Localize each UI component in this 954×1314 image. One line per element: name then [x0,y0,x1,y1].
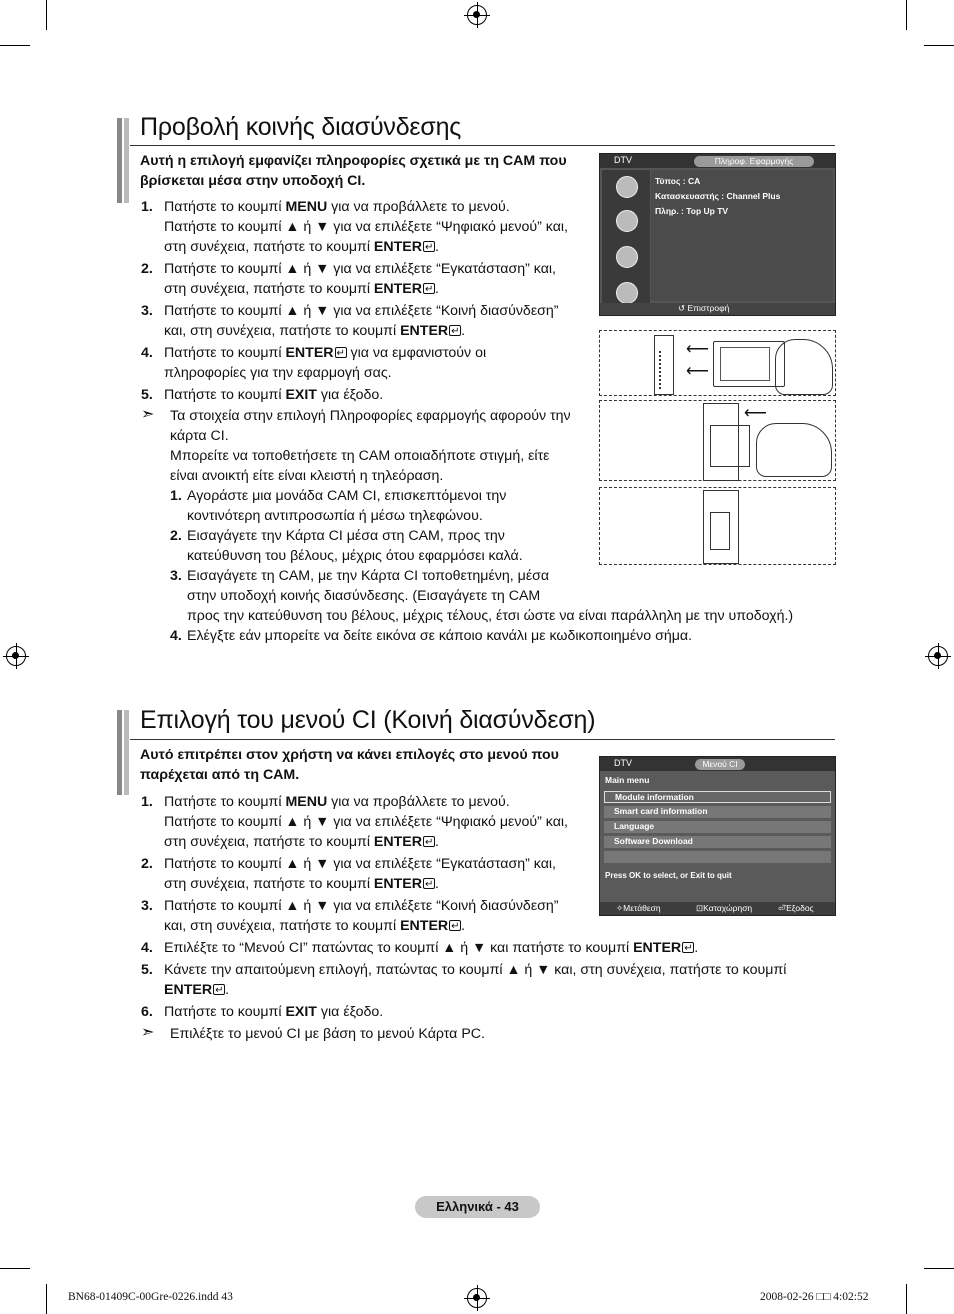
step-text: Εισαγάγετε την Κάρτα CI μέσα στη CAM, προς την [187,528,505,544]
step-number: 5. [141,387,153,403]
enter-icon [449,325,461,336]
section-intro: Αυτό επιτρέπει στον χρήστη να κάνει επιλογές στο μενού που [140,747,559,763]
step-text: και, στη συνέχεια, πατήστε το κουμπί ENTER↵ . [164,916,465,936]
return-icon: ↺ [678,303,688,313]
step-text: Πατήστε το κουμπί ENTER↵ για να εμφανιστούν οι [164,343,486,363]
enter-icon [423,836,435,847]
registration-mark-icon [928,646,948,666]
note-line: Μπορείτε να τοποθετήσετε τη CAM οποιαδήποτε στιγμή, είτε [170,448,550,464]
note-arrow-icon: ➣ [141,1024,155,1041]
osd-header: Πληροφ. Εφαρμογής [694,156,814,167]
step-number: 4. [170,628,182,644]
step-text: Κάνετε την απαιτούμενη επιλογή, πατώντας το κουμπί ▲ ή ▼ και, στη συνέχεια, πατήστε το κουμπί [164,962,787,978]
step-number: 6. [141,1004,153,1020]
step-text: Ελέγξτε εάν μπορείτε να δείτε εικόνα σε κάποιο κανάλι με κωδικοποιημένο σήμα. [187,628,693,644]
step-number: 1. [141,199,153,215]
step-text: Πατήστε το κουμπί MENU για να προβάλλετε το μενού. [164,794,510,810]
setup-icon [616,246,638,268]
enter-icon [423,241,435,252]
step-number: 4. [141,345,153,361]
section-intro: παρέχεται από τη CAM. [140,767,300,783]
step-text: Πατήστε το κουμπί ▲ ή ▼ για να επιλέξετε “Ψηφιακό μενού” και, [164,219,568,235]
note-arrow-icon: ➣ [141,406,155,423]
section-marker [117,710,122,795]
enter-icon [449,920,461,931]
section-marker [117,118,122,203]
step-text: Εισαγάγετε τη CAM, με την Κάρτα CI τοποθετημένη, μέσα [187,568,550,584]
arrow-left-icon: ⟵ [686,341,709,358]
step-number: 1. [141,794,153,810]
note-line: Τα στοιχεία στην επιλογή Πληροφορίες εφαρμογής αφορούν την [170,408,571,424]
crop-mark [0,1268,30,1269]
arrow-left-icon: ⟵ [744,405,767,422]
file-name: BN68-01409C-00Gre-0226.indd 43 [68,1291,233,1303]
enter-icon [682,942,694,953]
step-text: ENTER↵ . [164,980,229,1000]
enter-icon: ⊡ [696,903,704,913]
step-text: στην υποδοχή κοινής διασύνδεσης. (Εισαγάγετε τη CAM [187,588,541,604]
step-text: πληροφορίες για την εφαρμογή σας. [164,365,392,381]
step-text: προς την κατεύθυνση του βέλους, μέχρις τέλους, έτσι ώστε να είναι παράλληλη με την υποδοχή.) [187,608,794,624]
step-text: στη συνέχεια, πατήστε το κουμπί ENTER↵ . [164,832,439,852]
note-line: κάρτα CI. [170,428,229,444]
note-line: είναι ανοικτή είτε είναι κλειστή η τηλεόραση. [170,468,444,484]
arrow-left-icon: ⟵ [686,363,709,380]
enter-icon [335,347,347,358]
step-text: Πατήστε το κουμπί ▲ ή ▼ για να επιλέξετε “Εγκατάσταση” και, [164,856,556,872]
step-number: 5. [141,962,153,978]
step-number: 3. [170,568,182,584]
osd-info-line: Πληρ. : Top Up TV [655,206,729,216]
cam-insert-diagram [599,330,836,396]
step-text: Πατήστε το κουμπί EXIT για έξοδο. [164,387,384,403]
enter-icon [423,878,435,889]
step-text: κατεύθυνση του βέλους, μέχρις ότου εφαρμόσει καλά. [187,548,523,564]
crop-mark [46,1284,47,1314]
ci-menu-item-empty [604,851,831,863]
step-number: 2. [170,528,182,544]
step-text: Αγοράστε μια μονάδα CAM CI, επισκεπτόμενοι την [187,488,507,504]
crop-mark [906,0,907,30]
note-text: Επιλέξτε το μενού CI με βάση το μενού Κάρτα PC. [170,1026,485,1042]
section-intro: βρίσκεται μέσα στην υποδοχή CI. [140,173,366,189]
step-text: Πατήστε το κουμπί EXIT για έξοδο. [164,1004,384,1020]
registration-mark-icon [467,5,487,25]
cam-card-image [710,425,750,467]
dtv-label: DTV [614,155,632,165]
page-number: Ελληνικά - 43 [415,1196,540,1218]
step-number: 3. [141,303,153,319]
cam-card-image [710,512,730,550]
step-number: 2. [141,856,153,872]
cam-slot-diagram [599,400,836,481]
step-number: 4. [141,940,153,956]
section-intro: Αυτή η επιλογή εμφανίζει πληροφορίες σχετικά με τη CAM που [140,153,567,169]
step-number: 1. [170,488,182,504]
osd-sidebar [602,170,650,307]
move-icon: ✧ [616,903,624,913]
crop-mark [0,45,30,46]
hand-image [775,339,833,395]
step-text: στη συνέχεια, πατήστε το κουμπί ENTER↵ . [164,237,439,257]
step-text: στη συνέχεια, πατήστε το κουμπί ENTER↵ . [164,279,439,299]
enter-icon [213,984,225,995]
section-marker [124,710,129,795]
crop-mark [906,1284,907,1314]
crop-mark [924,45,954,46]
crop-mark [46,0,47,30]
step-text: κοντινότερη αντιπροσωπία ή μέσω τηλεφώνου. [187,508,483,524]
ci-hint: Press OK to select, or Exit to quit [605,871,732,880]
ci-menu-item[interactable]: Language [604,821,831,833]
osd-footer-move: Μετάθεση [623,903,661,913]
dtv-label: DTV [614,758,632,768]
enter-icon [423,283,435,294]
osd-footer-enter: Καταχώρηση [703,903,753,913]
sound-icon [616,210,638,232]
crop-mark [924,1268,954,1269]
step-text: Πατήστε το κουμπί ▲ ή ▼ για να επιλέξετε “Ψηφιακό μενού” και, [164,814,568,830]
osd-info-line: Κατασκευαστής : Channel Plus [655,191,781,201]
title-rule [130,739,835,740]
picture-icon [616,176,638,198]
osd-header: Μενού CI [695,759,745,770]
ci-menu-item[interactable]: Smart card information [604,806,831,818]
registration-mark-icon [6,646,26,666]
ci-menu-item[interactable]: Software Download [604,836,831,848]
step-text: Επιλέξτε το “Μενού CI” πατώντας το κουμπί ▲ ή ▼ και πατήστε το κουμπί ENTER↵ . [164,938,698,958]
registration-mark-icon [467,1288,487,1308]
osd-footer-return: Επιστροφή [687,303,730,313]
step-text: Πατήστε το κουμπί ▲ ή ▼ για να επιλέξετε “Κοινή διασύνδεση” [164,303,559,319]
print-date: 2008-02-26 □□ 4:02:52 [760,1291,869,1303]
input-icon [616,282,638,304]
osd-info-line: Τύπος : CA [655,176,701,186]
step-text: στη συνέχεια, πατήστε το κουμπί ENTER↵ . [164,874,439,894]
step-number: 3. [141,898,153,914]
ci-main-menu-label: Main menu [605,775,650,785]
hand-image [756,423,832,477]
tv-screen-application-info [599,153,836,316]
osd-footer-exit: Έξοδος [785,903,814,913]
ci-menu-item[interactable]: Module information [604,791,831,803]
exit-icon: ⏎ [778,903,786,913]
step-text: Πατήστε το κουμπί MENU για να προβάλλετε το μενού. [164,199,510,215]
tv-screen-ci-menu [599,756,836,916]
step-text: Πατήστε το κουμπί ▲ ή ▼ για να επιλέξετε “Κοινή διασύνδεση” [164,898,559,914]
title-rule [130,145,835,146]
cam-inserted-diagram [599,487,836,565]
section-title: Επιλογή του μενού CI (Κοινή διασύνδεση) [140,706,596,734]
step-text: και, στη συνέχεια, πατήστε το κουμπί ENTER↵ . [164,321,465,341]
step-number: 2. [141,261,153,277]
section-marker [124,118,129,203]
step-text: Πατήστε το κουμπί ▲ ή ▼ για να επιλέξετε “Εγκατάσταση” και, [164,261,556,277]
section-title: Προβολή κοινής διασύνδεσης [140,113,462,141]
